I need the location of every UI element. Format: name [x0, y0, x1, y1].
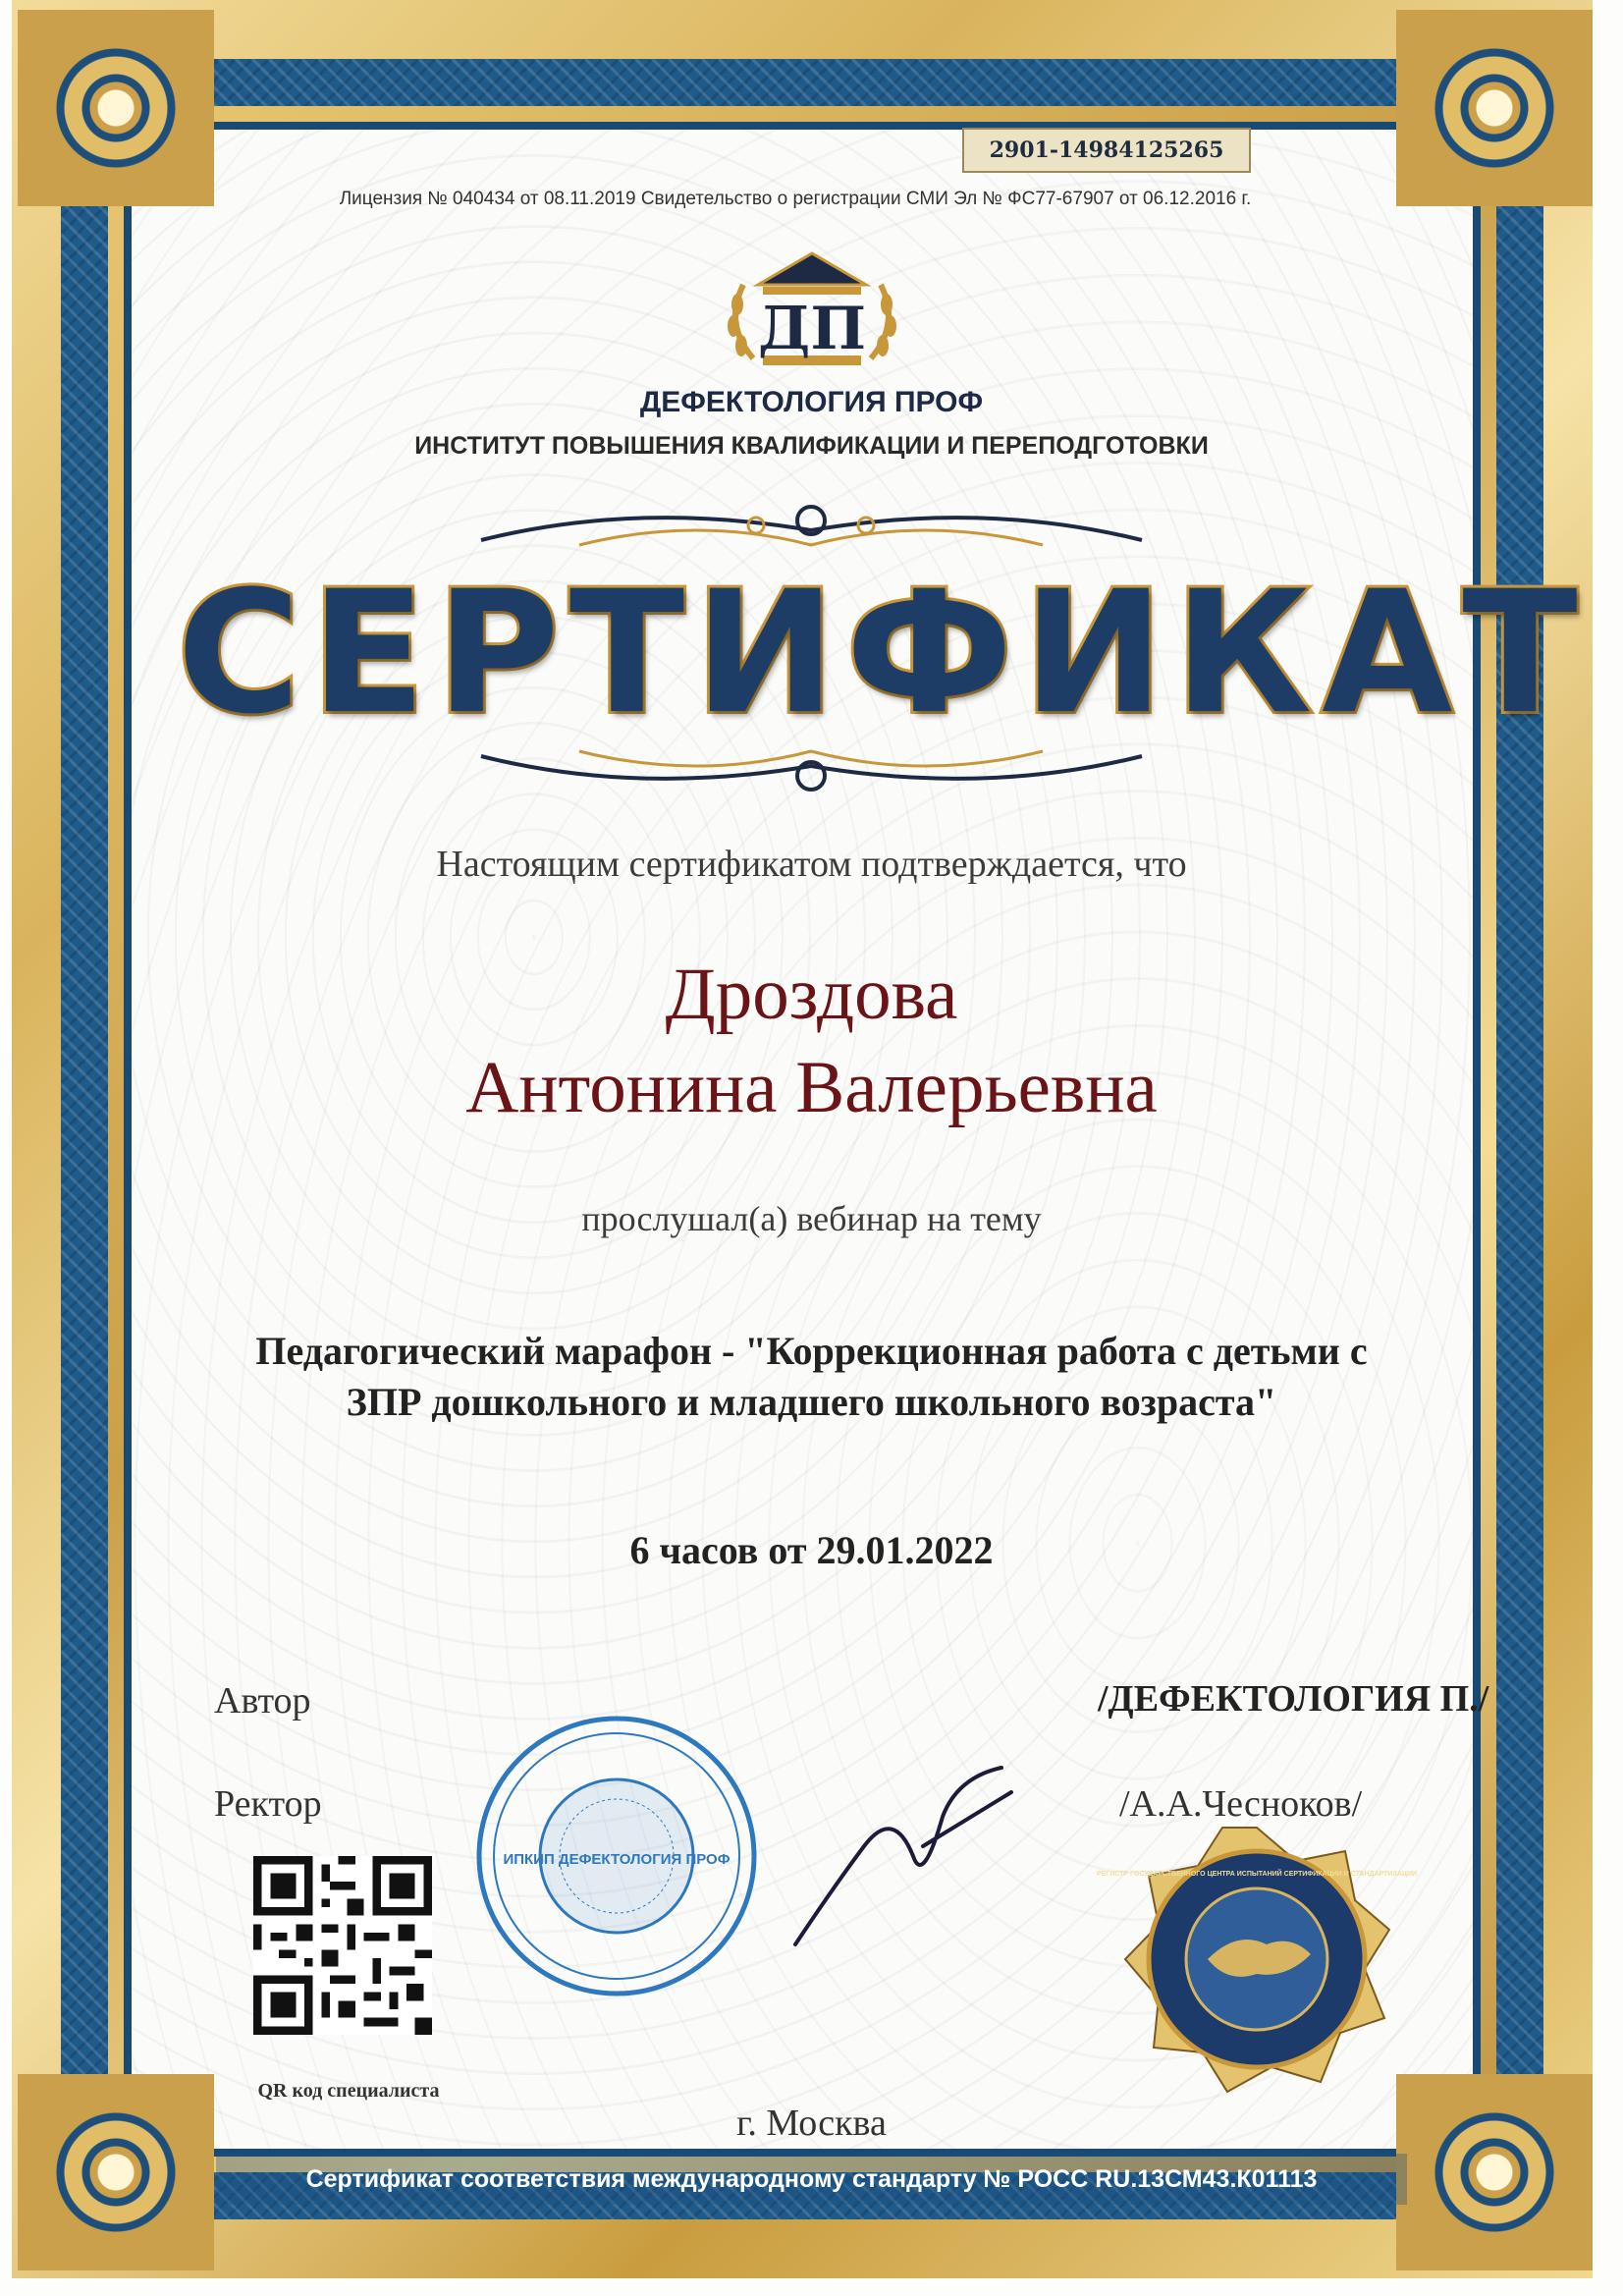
institute-name: ДЕФЕКТОЛОГИЯ ПРОФ	[639, 386, 984, 418]
seal-text: ИПКИП ДЕФЕКТОЛОГИЯ ПРОФ	[503, 1851, 730, 1868]
rector-signature-value: /А.А.Чесноков/	[1119, 1783, 1363, 1825]
emblem-text: РЕГИСТР ГОСУДАРСТВЕННОГО ЦЕНТРА ИСПЫТАНИЙ СЕРТИФИКАЦИИ И СТАНДАРТИЗАЦИИ	[1096, 1871, 1418, 1878]
topic-line-1: Педагогический марафон - "Коррекционная работа с детьми с	[255, 1329, 1368, 1373]
serial-number: 2901-14984125265	[962, 128, 1251, 173]
qr-caption: QR код специалиста	[257, 2080, 440, 2102]
author-signature-value: /ДЕФЕКТОЛОГИЯ П./	[1098, 1678, 1489, 1720]
topic-line-2: ЗПР дошкольного и младшего школьного возраста"	[346, 1380, 1277, 1424]
rector-label: Ректор	[214, 1783, 322, 1825]
institute-logo-icon	[714, 246, 910, 378]
qr-code-icon	[253, 1856, 432, 2035]
footer-standard-line: Сертификат соответствия международному стандарту № РОСС RU.13СМ43.К01113	[216, 2154, 1407, 2205]
listened-text: прослушал(а) вебинар на тему	[581, 1199, 1042, 1238]
recipient-given-names: Антонина Валерьевна	[465, 1047, 1158, 1128]
certification-emblem	[1096, 1822, 1418, 2097]
hours-date: 6 часов от 29.01.2022	[629, 1528, 994, 1572]
webinar-topic	[157, 1326, 1466, 1428]
certificate-title: СЕРТИФИКАТ	[177, 554, 1588, 751]
confirmation-text: Настоящим сертификатом подтверждается, что	[436, 844, 1187, 885]
top-flourish-ornament	[461, 491, 1162, 560]
rector-handwritten-signature	[776, 1738, 1031, 1964]
corner-ornament-top-left	[18, 10, 214, 206]
institute-seal	[469, 1709, 764, 2003]
logo-letters: ДП	[757, 295, 867, 363]
license-line: Лицензия № 040434 от 08.11.2019 Свидетельство о регистрации СМИ Эл № ФС77-67907 от 06.12.2016 г.	[339, 189, 1252, 209]
corner-ornament-top-right	[1396, 10, 1593, 206]
author-label: Автор	[214, 1680, 311, 1722]
corner-ornament-bottom-left	[18, 2074, 214, 2270]
recipient-surname: Дроздова	[665, 954, 958, 1035]
corner-ornament-bottom-right	[1396, 2074, 1593, 2270]
institute-subtitle: ИНСТИТУТ ПОВЫШЕНИЯ КВАЛИФИКАЦИИ И ПЕРЕПОДГОТОВКИ	[414, 432, 1209, 460]
bottom-flourish-ornament	[461, 737, 1162, 805]
city: г. Москва	[736, 2103, 887, 2144]
